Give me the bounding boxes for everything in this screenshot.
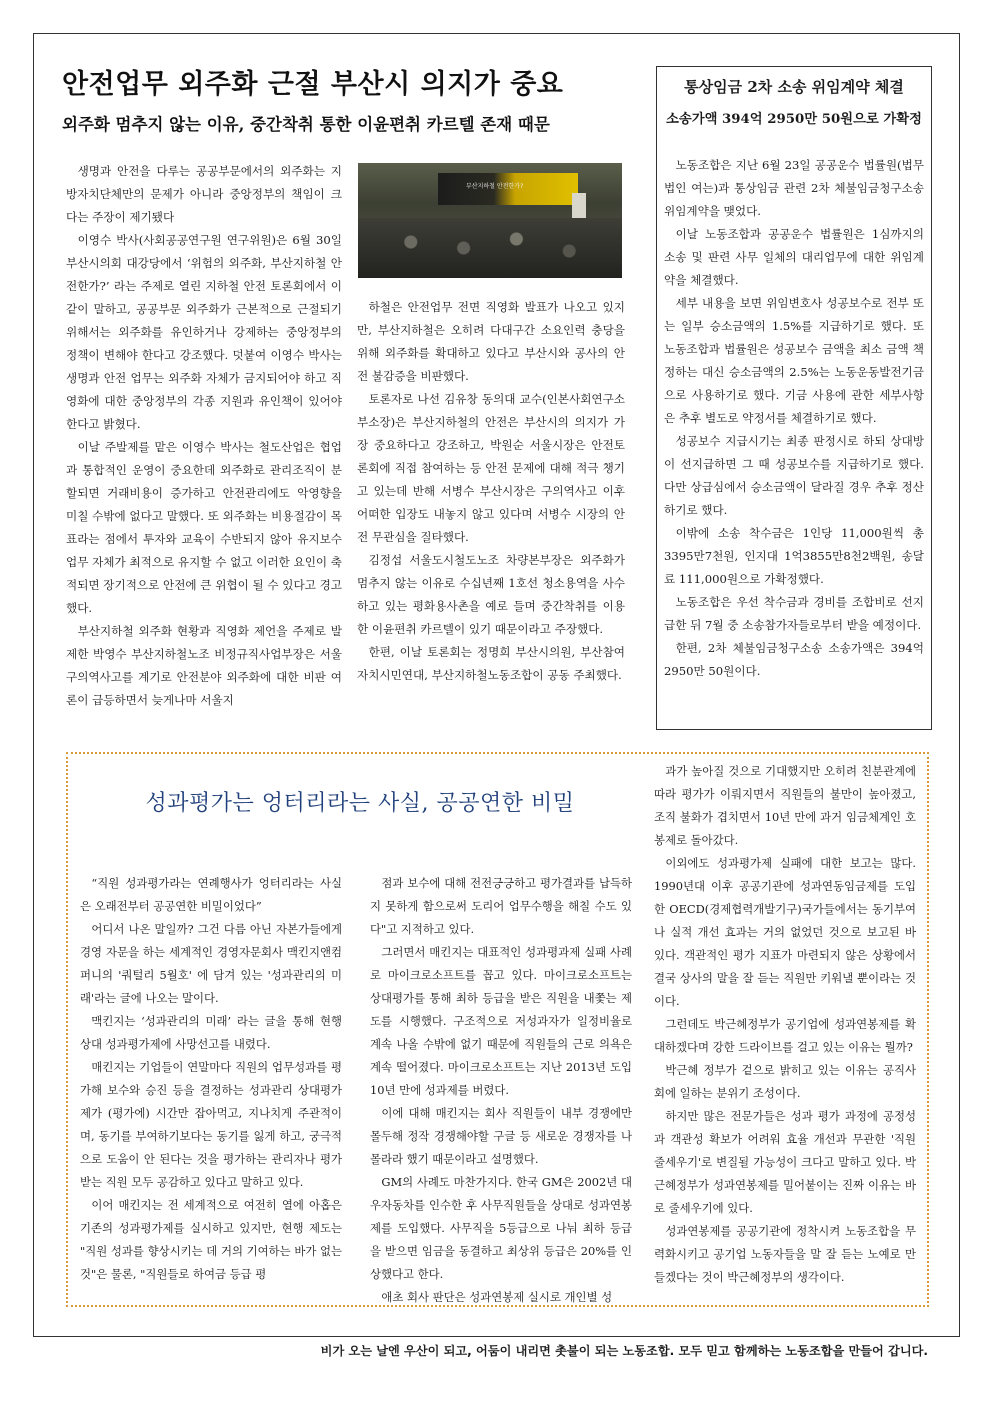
lower-article-column-1 [80, 872, 342, 1286]
paragraph: 매킨지는 기업들이 연말마다 직원의 업무성과를 평가해 보수와 승진 등을 결정하는 성과관리 상대평가제가 (평가에) 시간만 잡아먹고, 지나치게 주관적이며, 동기를 부여하기보다는 동기를 잃게 하고, 궁극적으로 도움이 안 된다는 것을 평가하는 관리자나 평가받는 직원 모두 공감하고 있다고 말하고 있다. [80, 1060, 342, 1189]
paragraph: 하지만 많은 전문가들은 성과 평가 과정에 공정성과 객관성 확보가 어려워 효율 개선과 무관한 '직원 줄세우기'로 변질될 가능성이 크다고 말하고 있다. 박근혜정부가 성과연봉제를 밀어붙이는 진짜 이유는 바로 줄세우기에 있다. [654, 1109, 916, 1215]
paragraph: 이외에도 성과평가제 실패에 대한 보고는 많다. 1990년대 이후 공공기관에 성과연동임금제를 도입한 OECD(경제협력개발기구)국가들에서는 동기부여나 실적 개선 효과는 거의 없었던 것으로 보고된 바 있다. 객관적인 평가 지표가 마련되지 않은 상황에서 결국 상사의 말을 잘 듣는 직원만 키워낼 뿐이라는 것이다. [654, 856, 916, 1008]
paragraph: 토론자로 나선 김유창 동의대 교수(인본사회연구소 부소장)은 부산지하철의 안전은 부산시의 의지가 가장 중요하다고 강조하고, 박원순 서울시장은 안전토론회에 직접 참여하는 등 안전 문제에 대해 적극 챙기고 있는데 반해 서병수 부산시장은 구의역사고 이후 어떠한 입장도 내놓지 않고 있다며 서병수 시장의 안전 무관심을 질타했다. [357, 392, 625, 544]
paragraph: 생명과 안전을 다루는 공공부문에서의 외주화는 지방자치단체만의 문제가 아니라 중앙정부의 책임이 크다는 주장이 제기됐다 [66, 164, 342, 224]
main-article-column-2 [357, 296, 625, 687]
paragraph: 성공보수 지급시기는 최종 판정시로 하되 상대방이 선지급하면 그 때 성공보수를 지급하기로 했다. 다만 상급심에서 승소금액이 달라질 경우 추후 정산하기로 했다. [664, 434, 924, 517]
sidebar-body [664, 154, 924, 683]
paragraph: 점과 보수에 대해 전전긍긍하고 평가결과를 납득하지 못하게 함으로써 도리어 업무수행을 해칠 수도 있다"고 지적하고 있다. [370, 876, 632, 936]
lower-article-title: 성과평가는 엉터리라는 사실, 공공연한 비밀 [145, 791, 575, 816]
footer-slogan: 비가 오는 날엔 우산이 되고, 어둠이 내리면 촛불이 되는 노동조합. 모두 믿고 함께하는 노동조합을 만들어 갑니다. [320, 1344, 928, 1358]
paragraph: 김정섭 서울도시철도노조 차량본부장은 외주화가 멈추지 않는 이유로 수십년째 1호선 청소용역을 사수하고 있는 평화용사촌을 예로 들며 중간착취를 이용한 이윤편취 카르텔이 있기 때문이라고 주장했다. [357, 553, 625, 636]
paragraph: 이에 대해 매킨지는 회사 직원들이 내부 경쟁에만 몰두해 정작 경쟁해야할 구글 등 새로운 경쟁자를 나몰라라 했기 때문이라고 설명했다. [370, 1106, 632, 1166]
main-headline: 안전업무 외주화 근절 부산시 의지가 중요 [62, 69, 564, 100]
paragraph: 이밖에 소송 착수금은 1인당 11,000원씩 총 3395만7천원, 인지대 1억3855만8천2백원, 송달료 111,000원으로 가확정했다. [664, 526, 924, 586]
paragraph: 성과연봉제를 공공기관에 정착시켜 노동조합을 무력화시키고 공기업 노동자들을 말 잘 듣는 노예로 만들겠다는 것이 박근혜정부의 생각이다. [654, 1224, 916, 1284]
photo-audience [358, 218, 622, 278]
paragraph: 그런데도 박근혜정부가 공기업에 성과연봉제를 확대하겠다며 강한 드라이브를 걸고 있는 이유는 뭘까? [654, 1017, 916, 1054]
sidebar-title: 통상임금 2차 소송 위임계약 체결 [684, 78, 904, 96]
paragraph: 이날 노동조합과 공공운수 법률원은 1심까지의 소송 및 판련 사무 일체의 대리업무에 대한 위임계약을 체결했다. [664, 227, 924, 287]
paragraph: 노동조합은 우선 착수금과 경비를 조합비로 선지급한 뒤 7월 중 소송참가자들로부터 받을 예정이다. [664, 595, 924, 632]
paragraph: 이어 매킨지는 전 세계적으로 여전히 열에 아홉은 기존의 성과평가제를 실시하고 있지만, 현행 제도는 "직원 성과를 향상시키는 데 거의 기여하는 바가 없는 것"은 물론, "직원들로 하여금 등급 평 [80, 1198, 342, 1281]
sidebar-subtitle: 소송가액 394억 2950만 50원으로 가확정 [666, 112, 922, 127]
paragraph: 하철은 안전업무 전면 직영화 발표가 나오고 있지만, 부산지하철은 오히려 다대구간 소요인력 충당을 위해 외주화를 확대하고 있다고 부산시와 공사의 안전 불감증을 비판했다. [357, 300, 625, 383]
paragraph: 한편, 2차 체불임금청구소송 소송가액은 394억 2950만 50원이다. [664, 641, 924, 678]
paragraph: 부산지하철 외주화 현황과 직영화 제언을 주제로 발제한 박영수 부산지하철노조 비정규직사업부장은 서울 구의역사고를 계기로 안전분야 외주화에 대한 비판 여론이 급등하면서 늦게나마 서울지 [66, 624, 342, 707]
paragraph: 박근혜 정부가 겉으로 밝히고 있는 이유는 공직사회에 일하는 분위기 조성이다. [654, 1063, 916, 1100]
paragraph: 어디서 나온 말일까? 그건 다름 아닌 자본가들에게 경영 자문을 하는 세계적인 경영자문회사 맥킨지앤컴퍼니의 '쿼털리 5월호' 에 담겨 있는 '성과관리의 미래'라는 글에 나오는 말이다. [80, 922, 342, 1005]
paragraph: 세부 내용을 보면 위임변호사 성공보수로 전부 또는 일부 승소금액의 1.5%를 지급하기로 했다. 또 노동조합과 법률원은 성공보수 금액을 최소 금액 책정하는 대신 승소금액의 2.5%는 노동운동발전기금으로 사용하기로 했다. 기금 사용에 관한 세부사항은 추후 별도로 약정서를 체결하기로 했다. [664, 296, 924, 425]
paragraph: 과가 높아질 것으로 기대했지만 오히려 친분관계에 따라 평가가 이뤄지면서 직원들의 불만이 높아졌고, 조직 불화가 겹치면서 10년 만에 과거 임금체계인 호봉제로 돌아갔다. [654, 764, 916, 847]
paragraph: 애초 회사 판단은 성과연봉제 실시로 개인별 성 [381, 1290, 613, 1304]
photo-banner-text: 부산지하철 안전한가? [466, 183, 524, 190]
photo-banner [438, 173, 578, 205]
main-article-column-1 [66, 160, 342, 712]
paragraph: 그러면서 매킨지는 대표적인 성과평과제 실패 사례로 마이크로소프트를 꼽고 있다. 마이크로소프트는 상대평가를 통해 최하 등급을 받은 직원을 내쫓는 제도를 시행했다. 구조적으로 저성과자가 일정비율로 계속 나올 수밖에 없기 때문에 직원들의 근로 의욕은 계속 떨어졌다. 마이크로소프트는 지난 2013년 도입 10년 만에 성과제를 버렸다. [370, 945, 632, 1097]
paragraph: “직원 성과평가라는 연례행사가 엉터리라는 사실은 오래전부터 공공연한 비밀이었다” [80, 876, 342, 913]
forum-photo [358, 163, 622, 278]
paragraph: 이영수 박사(사회공공연구원 연구위원)은 6월 30일 부산시의회 대강당에서 ‘위험의 외주화, 부산지하철 안전한가?’ 라는 주제로 열린 지하철 안전 토론회에서 이 같이 말하고, 공공부문 외주화가 근본적으로 근절되기 위해서는 외주화를 유인하거나 강제하는 중앙정부의 정책이 변해야 한다고 강조했다. 덧붙여 이영수 박사는 생명과 안전 업무는 외주화 자체가 금지되어야 하고 직영화에 대한 중앙정부의 각종 지원과 유인책이 있어야 한다고 밝혔다. [66, 233, 342, 431]
lower-article-column-2 [370, 872, 632, 1309]
paragraph: 이날 주발제를 맡은 이영수 박사는 철도산업은 협업과 통합적인 운영이 중요한데 외주화로 관리조직이 분할되면 거래비용이 증가하고 안전관리에도 악영향을 미칠 수밖에 없다고 말했다. 또 외주화는 비용절감이 목표라는 점에서 투자와 교육이 수반되지 않아 유지보수업무 자체가 최적으로 유지할 수 없고 이러한 요인이 축적되면 장기적으로 안전에 큰 위협이 될 수 있다고 경고했다. [66, 440, 342, 615]
paragraph: 한편, 이날 토론회는 정명희 부산시의원, 부산참여자치시민연대, 부산지하철노동조합이 공동 주최했다. [357, 645, 625, 682]
paragraph: GM의 사례도 마찬가지다. 한국 GM은 2002년 대우자동차를 인수한 후 사무직원들을 상대로 성과연봉제를 도입했다. 사무직을 5등급으로 나눠 최하 등급을 받으면 임금을 동결하고 최상위 등급은 20%를 인상했다고 한다. [370, 1175, 632, 1281]
main-subheadline: 외주화 멈추지 않는 이유, 중간착취 통한 이윤편취 카르텔 존재 때문 [62, 115, 550, 134]
paragraph: 맥킨지는 ‘성과관리의 미래’ 라는 글을 통해 현행 상대 성과평가제에 사망선고를 내렸다. [80, 1014, 342, 1051]
paragraph: 노동조합은 지난 6월 23일 공공운수 법률원(법무법인 여는)과 통상임금 관련 2차 체불임금청구소송 위임계약을 맺었다. [664, 158, 924, 218]
lower-article-column-3 [654, 760, 916, 1289]
